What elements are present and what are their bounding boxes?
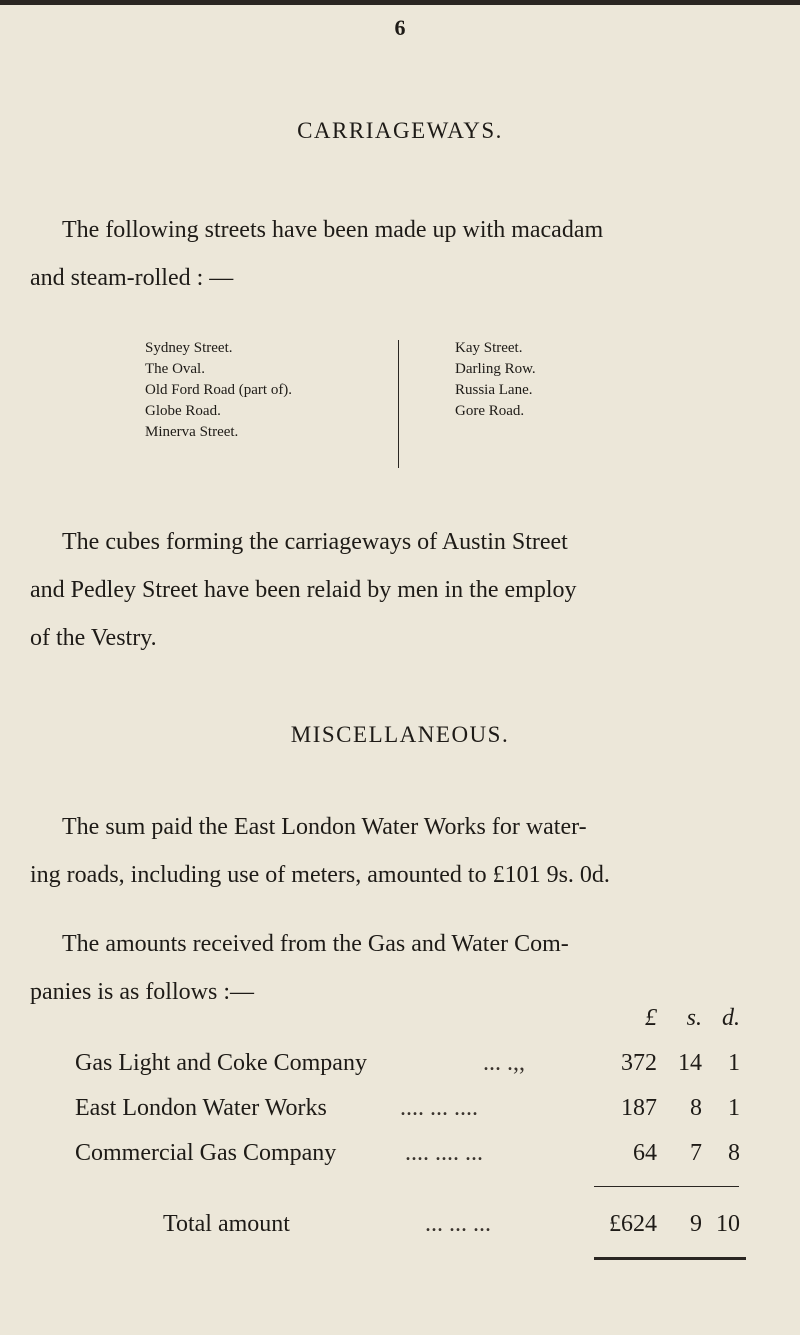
page-number: 6 (394, 15, 406, 40)
cubes-line-2: and Pedley Street have been relaid by men in the employ (30, 577, 577, 603)
total-pounds: £624 (609, 1211, 657, 1237)
amounts-paragraph (30, 920, 772, 1016)
streets-right-column (455, 338, 536, 422)
total-pence: 10 (716, 1211, 740, 1237)
cubes-paragraph (30, 518, 772, 662)
row-shillings: 14 (678, 1050, 702, 1076)
total-shillings: 9 (690, 1211, 702, 1237)
water-line-1: The sum paid the East London Water Works for water- (62, 814, 587, 840)
street-item: Sydney Street. (145, 340, 233, 356)
row-shillings: 8 (690, 1095, 702, 1121)
water-amount: £101 9s. 0d. (492, 862, 610, 888)
street-item: Globe Road. (145, 403, 221, 419)
header-pounds: £ (645, 1005, 657, 1031)
column-divider (398, 340, 399, 468)
leader-dots: .... ... .... (400, 1095, 478, 1121)
leader-dots: ... .,, (483, 1050, 525, 1076)
street-item: Old Ford Road (part of). (145, 382, 293, 398)
row-pounds: 64 (633, 1140, 657, 1166)
row-label: East London Water Works (75, 1095, 327, 1121)
row-pence: 1 (728, 1050, 740, 1076)
street-item: The Oval. (145, 361, 205, 377)
streets-left-column (145, 338, 292, 443)
amounts-line-1: The amounts received from the Gas and Water Com- (62, 931, 569, 957)
row-shillings: 7 (690, 1140, 702, 1166)
street-item: Gore Road. (455, 403, 525, 419)
street-item: Kay Street. (455, 340, 523, 356)
amounts-table (0, 1005, 800, 1275)
streets-list (0, 338, 800, 468)
intro-line-1: The following streets have been made up with macadam (62, 217, 604, 243)
street-item: Darling Row. (455, 361, 536, 377)
water-line-2: ing roads, including use of meters, amounted to (30, 862, 493, 888)
row-pence: 8 (728, 1140, 740, 1166)
subtotal-rule (594, 1186, 739, 1187)
page-top-edge (0, 0, 800, 5)
header-pence: d. (722, 1005, 740, 1031)
water-paragraph (30, 803, 772, 899)
total-label: Total amount (163, 1211, 290, 1237)
row-pence: 1 (728, 1095, 740, 1121)
row-label: Gas Light and Coke Company (75, 1050, 367, 1076)
leader-dots: ... ... ... (425, 1211, 491, 1237)
row-pounds: 372 (621, 1050, 657, 1076)
total-rule (594, 1257, 746, 1260)
street-item: Minerva Street. (145, 424, 239, 440)
cubes-line-3: of the Vestry. (30, 625, 157, 651)
miscellaneous-heading: MISCELLANEOUS. (290, 722, 510, 747)
amounts-line-2: panies is as follows :— (30, 979, 254, 1005)
intro-line-2: and steam-rolled : — (30, 265, 234, 291)
leader-dots: .... .... ... (405, 1140, 483, 1166)
header-shillings: s. (686, 1005, 702, 1031)
carriageways-intro (30, 206, 772, 302)
carriageways-heading: CARRIAGEWAYS. (297, 118, 503, 143)
row-pounds: 187 (621, 1095, 657, 1121)
cubes-line-1: The cubes forming the carriageways of Austin Street (62, 529, 568, 555)
street-item: Russia Lane. (455, 382, 533, 398)
row-label: Commercial Gas Company (75, 1140, 337, 1166)
